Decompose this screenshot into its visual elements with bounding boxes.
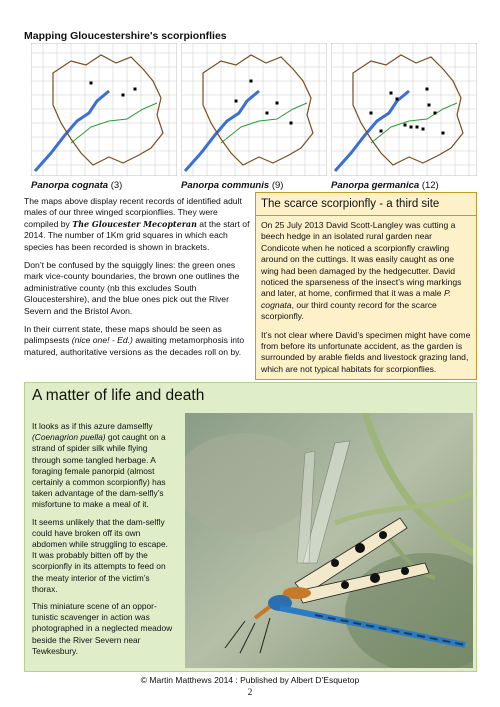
map-communis [181,43,327,176]
text-run: It looks as if this azure damselfly [32,421,153,431]
feature-heading: A matter of life and death [32,387,205,404]
record-marker [422,128,425,131]
text-run: David noticed the sparseness of the insect’s wing markings and later, at home, confirmed that it was a male [261,265,462,299]
record-marker [290,122,293,125]
record-marker [434,112,437,115]
intro-paragraph: Don’t be confused by the squiggly lines: the green ones mark vice-county boundaries, the brown one outlines the administrative county (nb this excludes South Gloucestershire), and the blue ones pick out the River Severn and the Bristol Avon. [24,260,240,316]
species-name: Panorpa cognata [31,180,109,191]
photo-image [185,413,473,668]
feature-paragraph: This miniature scene of an oppor-tunistic scavenger in action was photographed in a neglected meadow beside the River Severn near Tewkesbury. [32,601,173,656]
latin-name: (Coenagrion puella) [32,432,106,443]
text-run: The maps above display recent records of identified adult males of our three winged scorpionflies. They were compiled by [24,196,242,229]
record-marker [134,88,137,91]
species-count: (9) [271,180,284,191]
record-marker [122,94,125,97]
sidebar-heading: The scarce scorpionfly - a third site [256,193,476,216]
distribution-maps [31,43,478,176]
record-marker [404,124,407,127]
intro-text [24,196,252,365]
record-marker [390,92,393,95]
map-cognata [31,43,177,176]
text-run: On 25 July 2013 David Scott-Langley was cutting a beech hedge in an isolated rural garden near Condicote when he noticed a scorpionfly crawling around on the cuttings. It was easily caught as one wing had been damaged by the hedgecutter. [261,220,456,276]
record-marker [380,130,383,133]
page-title: Mapping Gloucestershire's scorpionflies [24,30,227,42]
record-marker [276,102,279,105]
record-marker [410,126,413,129]
feature-text [32,421,174,663]
county-map [31,43,177,176]
text-run: In their current state, these maps should be seen as palimpsests [24,324,222,346]
text-run: at the start of 2014. The number of 1Km grid squares in which each species has been recorded is shown in brackets. [24,218,250,252]
record-marker [416,126,419,129]
intro-paragraph [24,324,252,358]
text-run: , our third county record for the scarce scorpionfly. [261,299,437,322]
text-run: awaiting metamorphosis into matured, authoritative versions as the decades roll on by. [24,335,245,357]
record-marker [442,132,445,135]
insect-photo [185,413,473,668]
species-abbrev: P. cognata [261,288,451,310]
map-caption-cognata [31,180,122,191]
species-name: Panorpa communis [181,180,270,191]
map-caption-germanica [331,180,439,191]
publication-name: The Gloucester Mecopteran [72,218,197,229]
feature-paragraph [32,421,174,511]
county-map [181,43,327,176]
county-map [331,43,477,176]
page-number: 2 [247,688,253,698]
record-marker [235,100,238,103]
record-marker [250,80,253,83]
sidebar-paragraph [261,220,471,323]
map-caption-communis [181,180,283,191]
record-marker [370,112,373,115]
feature-panel [24,382,477,672]
species-count: (3) [110,180,123,191]
sidebar-paragraph: It’s not clear where David’s specimen might have come from before its unfortunate accident, as the garden is surrounded by arable fields and livestock grazing land, which are not typical habitats for scorpionflies. [261,329,471,374]
record-marker [426,88,429,91]
feature-paragraph: It seems unlikely that the dam-selfly could have broken off its own abdomen while struggling to escape. It was probably bitten off by the scorpionfly in its attempts to feed on the meaty interior of the victim’s thorax. [32,516,168,594]
map-germanica [331,43,477,176]
record-marker [396,98,399,101]
text-run: got caught on a strand of spider silk while flying through some tangled herbage. A foraging female panorpid (almost certainly a common scorpionfly) has taken advantage of the dam-selfly’s misfortune to make a meal of it. [32,432,166,510]
intro-paragraph [24,196,252,253]
sidebar-box [255,192,477,380]
footer-credit: © Martin Matthews 2014 : Published by Albert D’Esquetop [140,675,360,685]
sidebar-body [256,216,476,375]
species-name: Panorpa germanica [331,180,420,191]
record-marker [90,82,93,85]
record-marker [428,104,431,107]
editor-note: (nice one! - Ed.) [71,335,133,346]
species-count: (12) [421,180,439,191]
record-marker [266,112,269,115]
